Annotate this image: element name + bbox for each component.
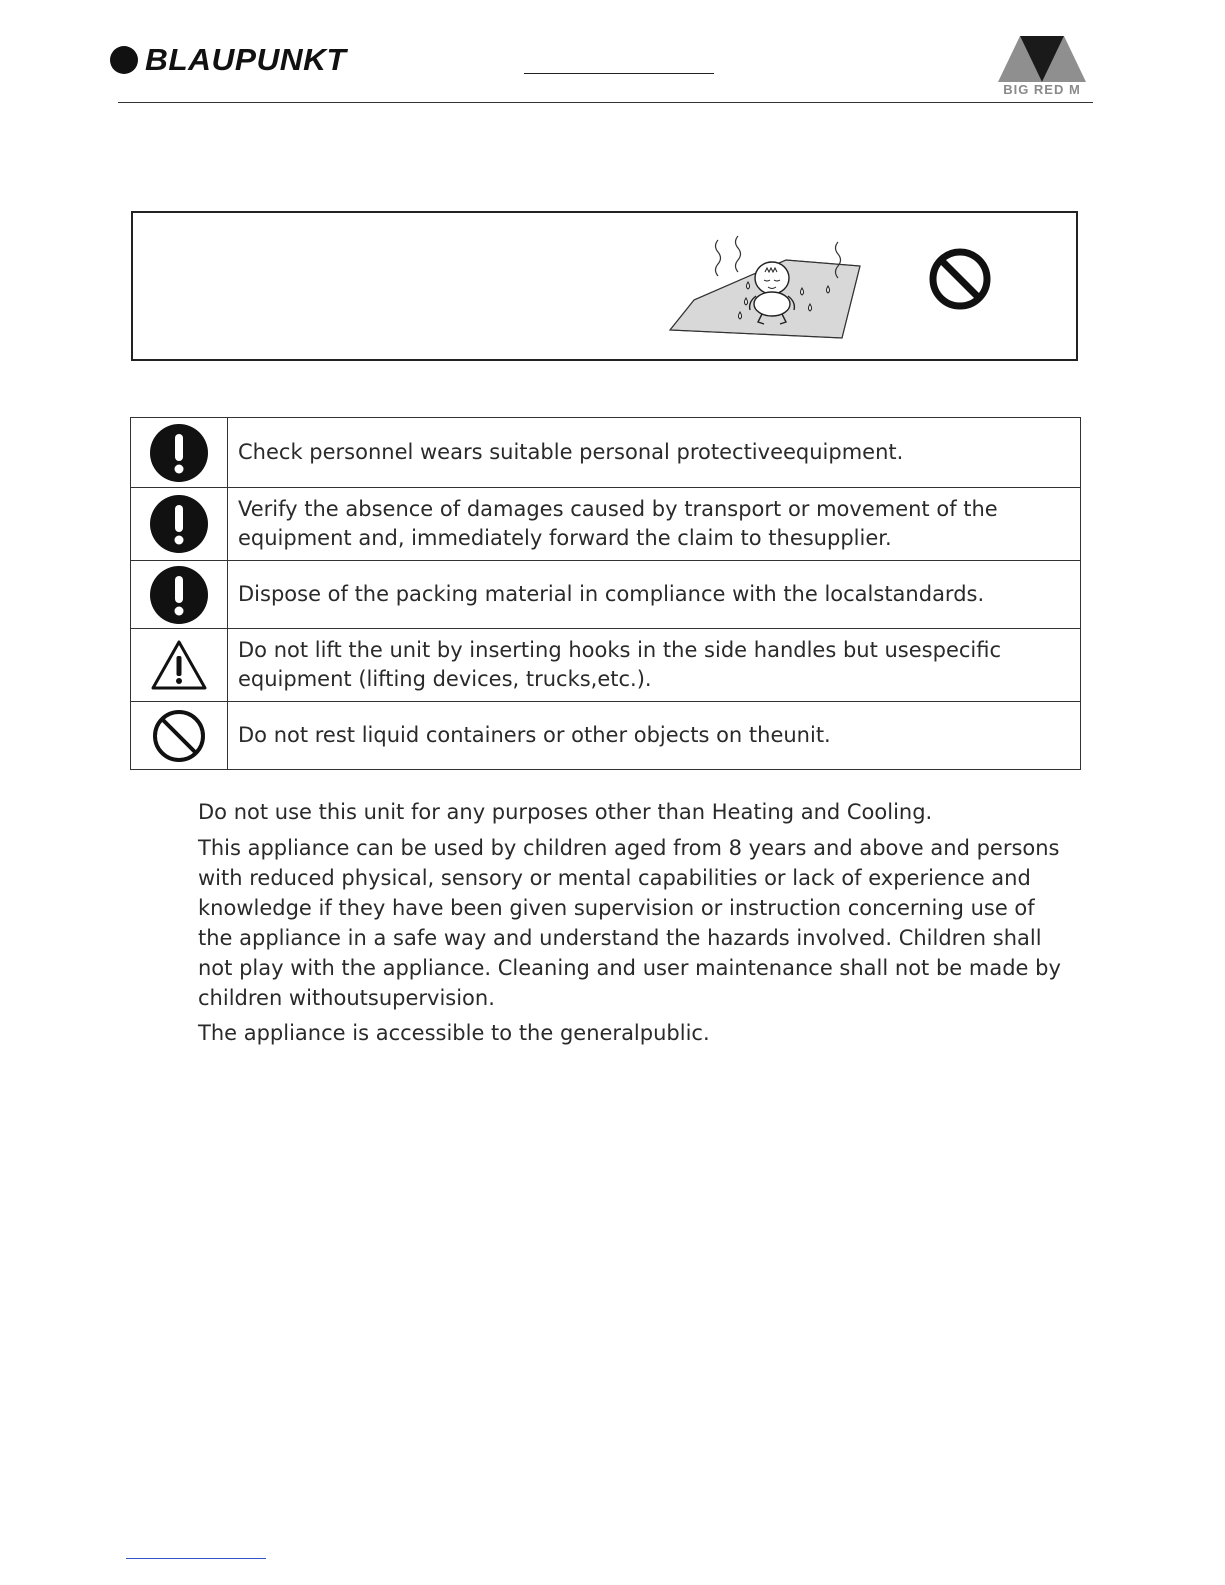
paragraph-children-usage: This appliance can be used by children aged from 8 years and above and persons with reduced physical, sensory or mental capabilities or lack of experience and knowledge if they have been given supervision or instruction concerning use of the appliance in a safe way and understand the hazards involved. Children shall not play with the appliance. Cleaning and user maintenance shall not be made by children withoutsupervision.	[198, 836, 1061, 1010]
exclamation-circle-icon	[149, 494, 209, 554]
exclamation-circle-icon	[149, 565, 209, 625]
header-rule	[118, 102, 1093, 103]
big-red-m-text: BIG RED M	[1003, 82, 1081, 97]
icon-cell	[131, 561, 228, 629]
footer-link-underline	[126, 1558, 266, 1559]
baby-on-heated-floor-illustration	[666, 232, 862, 340]
brand-name: BLAUPUNKT	[145, 42, 347, 77]
table-cell-text: Check personnel wears suitable personal protectiveequipment.	[228, 418, 1081, 488]
table-cell-text: Verify the absence of damages caused by transport or movement of the equipment and, immediately forward the claim to thesupplier.	[228, 488, 1081, 561]
paragraph-intended-use: Do not use this unit for any purposes other than Heating and Cooling.	[198, 800, 933, 824]
warning-triangle-icon	[150, 639, 208, 691]
brand-dot-icon	[110, 46, 138, 74]
icon-cell	[131, 629, 228, 702]
prohibition-icon	[928, 247, 992, 311]
table-row	[131, 702, 1081, 770]
icon-cell	[131, 702, 228, 770]
header-underline	[524, 73, 714, 74]
big-red-m-logo	[996, 34, 1088, 100]
table-row	[131, 629, 1081, 702]
table-cell-text: Dispose of the packing material in compliance with the localstandards.	[228, 561, 1081, 629]
prohibition-icon	[151, 708, 207, 764]
table-cell-text: Do not lift the unit by inserting hooks in the side handles but usespecific equipment (lifting devices, trucks,etc.).	[228, 629, 1081, 702]
icon-cell	[131, 488, 228, 561]
paragraph-public-access: The appliance is accessible to the generalpublic.	[198, 1021, 710, 1045]
table-cell-text: Do not rest liquid containers or other objects on theunit.	[228, 702, 1081, 770]
brand-logo	[110, 42, 347, 78]
exclamation-circle-icon	[149, 423, 209, 483]
table-row	[131, 488, 1081, 561]
table-row	[131, 561, 1081, 629]
big-red-m-triangle-icon	[996, 34, 1088, 84]
table-row	[131, 418, 1081, 488]
safety-table	[130, 417, 1081, 770]
icon-cell	[131, 418, 228, 488]
